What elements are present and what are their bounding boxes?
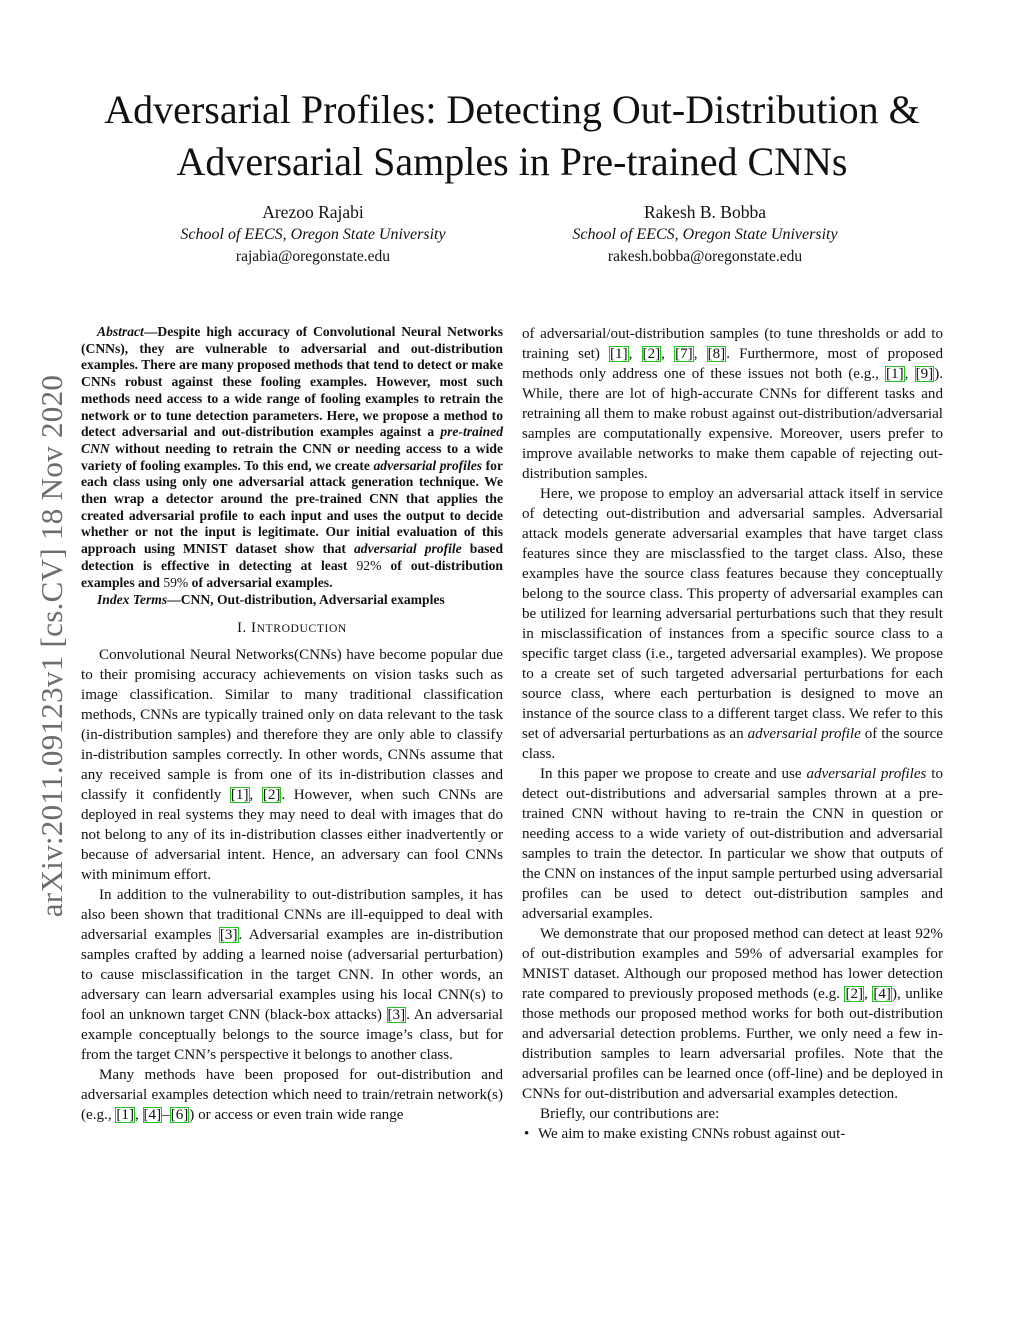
- section-number: I.: [237, 620, 247, 637]
- text-run: . Adversarial examples are in-distribution samples crafted by adding a learned noise (adversarial perturbation) to cause misclassification in the target CNN. In other words, an adversary can learn adversarial examples using his local CNN(s) to fool an unknown target CNN (black-box attacks): [81, 927, 503, 1024]
- contribution-bullet: [522, 1124, 943, 1144]
- abstract-text: without needing to retrain the CNN or needing access to a wide variety of fooling examples. To this end, we create: [81, 440, 503, 473]
- citation-link[interactable]: [1]: [116, 1107, 134, 1124]
- abstract-text: of adversarial examples.: [188, 574, 333, 590]
- contributions-intro: Briefly, our contributions are:: [540, 1106, 720, 1122]
- text-run: –: [162, 1107, 170, 1124]
- index-terms: [81, 591, 503, 608]
- intro-paragraph-4: [522, 324, 943, 484]
- citation-link[interactable]: [3]: [219, 927, 238, 944]
- text-run: ,: [661, 346, 675, 362]
- abstract-text: based detection is effective in detecting at least: [81, 541, 504, 573]
- citation-link[interactable]: [2]: [262, 787, 281, 804]
- author-email: rajabia@oregonstate.edu: [235, 248, 391, 265]
- percentage: 59%: [734, 946, 763, 962]
- author-block-1: [103, 200, 523, 267]
- author-name: Arezoo Rajabi: [262, 202, 364, 222]
- citation-link[interactable]: [1]: [886, 366, 904, 382]
- author-block-2: [495, 200, 915, 267]
- citation-link[interactable]: [9]: [915, 366, 934, 382]
- citation-link[interactable]: [4]: [143, 1107, 162, 1124]
- text-run: ,: [864, 986, 873, 1002]
- text-run: ) or access or even train wide range: [189, 1107, 404, 1124]
- text-run: Convolutional Neural Networks(CNNs) have become popular due to their promising accuracy achievements on vision tasks such as image classification. Similar to many traditional classification methods, CNNs are typically trained only on data relevant to the task (in-distribution samples) and therefore they are only able to classify in-distribution samples correctly. In other words, CNNs assume that any received sample is from one of its in-distribution classes and classify it confidently: [81, 647, 503, 804]
- section-title-initial: I: [250, 620, 257, 637]
- abstract-emph: pre-trained CNN: [81, 424, 503, 456]
- intro-paragraph-2: [81, 885, 503, 1065]
- left-column: [81, 324, 503, 1125]
- text-run: ). While, there are lot of high-accurate CNNs for different tasks and retraining all them to make robust against out-distribution/adversarial samples are computationally expensive. Moreover, users prefer to improve available networks to make them capable of rejecting out-distribution samples.: [522, 366, 943, 482]
- abstract-text: of out-distribution examples and: [81, 557, 503, 590]
- index-terms-text: CNN, Out-distribution, Adversarial examples: [180, 592, 445, 608]
- intro-paragraph-7: [522, 924, 943, 1104]
- text-run: ,: [134, 1107, 143, 1124]
- citation-link[interactable]: [4]: [873, 986, 891, 1002]
- text-run: Many methods have been proposed for out-distribution and adversarial examples detection which need to train/retrain network(s) (e.g.,: [81, 1067, 503, 1124]
- citation-link[interactable]: [7]: [675, 346, 693, 362]
- author-name: Rakesh B. Bobba: [643, 202, 766, 222]
- title-line-1: Adversarial Profiles: Detecting Out-Distribution &: [104, 87, 920, 132]
- author-affiliation: School of EECS, Oregon State University: [572, 226, 838, 243]
- citation-link[interactable]: [8]: [707, 346, 726, 362]
- abstract-emph: adversarial profile: [353, 541, 462, 557]
- section-heading-introduction: [81, 618, 503, 639]
- text-run: of adversarial/out-distribution samples (to tune thresholds or add to training set): [522, 326, 943, 362]
- right-column: [522, 324, 943, 1144]
- paper-title: [60, 84, 964, 188]
- abstract-number: 59%: [163, 574, 189, 590]
- citation-link[interactable]: [6]: [170, 1107, 189, 1124]
- text-run: In this paper we propose to create and use: [540, 766, 807, 782]
- intro-paragraph-3: [81, 1065, 503, 1125]
- intro-paragraph-6: [522, 764, 943, 924]
- emphasis: adversarial profile: [747, 726, 861, 742]
- abstract-text: for each class using only one adversarial attack generation technique. We then wrap a detector around the pre-trained CNN that applies the created adversarial profile to each input and uses the output to decide whether or not the input is legitimate. Our initial evaluation of this approach using MNIST dataset show that: [81, 457, 503, 557]
- text-run: ), unlike those methods our proposed method works for both out-distribution and adversarial detection problems. Further, we only need a few in-distribution samples to learn adversarial profiles. Note that the adversarial profiles can be learned once (off-line) and be deployed in CNNs for out-distribution and adversarial examples detection.: [522, 986, 943, 1102]
- intro-paragraph-1: [81, 645, 503, 885]
- intro-paragraph-5: [522, 484, 943, 764]
- abstract-dash: —: [143, 324, 158, 339]
- index-terms-dash: —: [167, 592, 181, 608]
- percentage: 92%: [915, 926, 943, 942]
- text-run: . However, when such CNNs are deployed in real systems they may need to deal with images that do not belong to any of its in-distribution classes either inadvertently or because of adversarial intent. Hence, an adversary can fool CNNs with minimum effort.: [81, 787, 504, 884]
- citation-link[interactable]: [3]: [387, 1007, 406, 1024]
- section-title-rest: NTRODUCTION: [256, 622, 347, 636]
- abstract-label: Abstract: [97, 324, 144, 339]
- text-run: ,: [249, 787, 262, 804]
- citation-link[interactable]: [2]: [845, 986, 864, 1002]
- text-run: We demonstrate that our proposed method can detect at least: [540, 926, 916, 942]
- text-run: ,: [693, 346, 707, 362]
- citation-link[interactable]: [1]: [610, 346, 628, 362]
- arxiv-identifier: arXiv:2011.09123v1 [cs.CV] 18 Nov 2020: [34, 374, 69, 918]
- author-email: rakesh.bobba@oregonstate.edu: [607, 248, 803, 265]
- text-run: of the source class.: [522, 726, 943, 762]
- text-run: Here, we propose to employ an adversarial attack itself in service of detecting out-distribution and adversarial samples. Adversarial attack models generate adversarial examples that have target class features since they are misclassfied to the target class. Also, these examples have the source class features because they conceptually belong to the source class. This property of adversarial examples can be utilized for learning adversarial perturbations such that they result in misclassification of instances from a specific source class to a specific target class (i.e., targeted adversarial examples). We propose to a create set of such targeted adversarial perturbations for each source class, where each perturbation is designed to move an instance of the source class to a different target class. We refer to this set of adversarial perturbations as an: [522, 486, 943, 742]
- text-run: ,: [904, 366, 915, 382]
- citation-link[interactable]: [1]: [230, 787, 249, 804]
- abstract-text: Despite high accuracy of Convolutional Neural Networks (CNNs), they are vulnerable to adversarial and out-distribution examples. There are many proposed methods that tend to detect or make CNNs robust against these fooling examples. However, most such methods need access to a wide range of fooling examples to retrain the network or to tune detection parameters. Here, we propose a method to detect adversarial and out-distribution examples against a: [81, 324, 503, 440]
- abstract: [81, 324, 503, 591]
- abstract-number: 92%: [356, 557, 382, 573]
- abstract-emph: adversarial profiles: [373, 457, 483, 473]
- text-run: In addition to the vulnerability to out-distribution samples, it has also been shown that traditional CNNs are ill-equipped to deal with adversarial examples: [81, 887, 503, 944]
- emphasis: adversarial profiles: [806, 766, 927, 782]
- text-run: of adversarial examples for MNIST dataset. Although our proposed method has lower detection rate compared to previously proposed methods (e.g.: [522, 946, 943, 1002]
- bullet-dot: •: [524, 1126, 530, 1142]
- index-terms-label: Index Terms: [97, 592, 168, 608]
- text-run: ,: [628, 346, 642, 362]
- title-line-2: Adversarial Samples in Pre-trained CNNs: [176, 139, 848, 184]
- text-run: to detect out-distributions and adversarial samples thrown at a pre-trained CNN without having to re-train the CNN in question or needing access to a wide variety of out-distribution and adversarial samples to train the detector. In particular we show that outputs of the CNN on instances of the input sample perturbed using adversarial profiles can be used to detect out-distribution samples and adversarial examples.: [522, 766, 944, 922]
- text-run: . Furthermore, most of proposed methods only address one of these issues not both (e.g.,: [522, 346, 944, 382]
- citation-link[interactable]: [2]: [642, 346, 661, 362]
- bullet-text: We aim to make existing CNNs robust against out-: [538, 1126, 846, 1142]
- author-affiliation: School of EECS, Oregon State University: [180, 226, 446, 243]
- text-run: of out-distribution examples and: [522, 946, 735, 962]
- text-run: . An adversarial example conceptually belongs to the source image’s class, but for from the target CNN’s perspective it belongs to another class.: [81, 1007, 504, 1064]
